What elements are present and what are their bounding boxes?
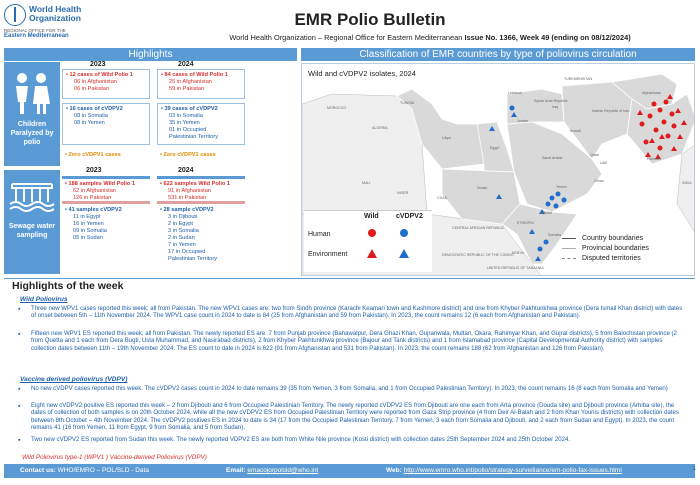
legend-cvdpv2-env-marker (399, 249, 409, 258)
env-cvdpv2-2024-line: 3 in Djibouti (168, 214, 198, 220)
map-country-label: DEMOCRATIC REPUBLIC OF THE CONGO (442, 253, 514, 257)
map-country-label: Iraq (552, 105, 559, 109)
env-cvdpv2-2024-cell (157, 205, 245, 271)
week-highlights-title: Highlights of the week (4, 278, 695, 293)
map-country-label: Libya (442, 136, 451, 140)
boundary-provincial-label: Provincial boundaries (582, 245, 649, 252)
map-country-label: Egypt (490, 146, 500, 150)
page-number: 1 (692, 466, 696, 472)
cvdpv1-2023-text: • Zero cVDPV1 cases (65, 152, 147, 159)
vdpv-paragraph-3 (18, 437, 688, 444)
who-logo (4, 4, 114, 46)
env-wpv1-2024-line: 91 in Afghanistan (168, 188, 211, 194)
year-2024-label-env: 2024 (178, 167, 194, 174)
children-paralyzed-box (4, 62, 60, 166)
boundary-disputed-label: Disputed territories (582, 255, 641, 262)
env-cvdpv2-2023-cell (62, 205, 150, 243)
map-country-label: KENYA (512, 251, 524, 255)
cvdpv2-2024-line: 35 in Yemen (169, 120, 200, 126)
web-label: Web: (386, 467, 402, 474)
cvdpv2-2024-line: 03 in Somalia (169, 113, 203, 119)
cvdpv2-2023-line: 08 in Yemen (74, 120, 105, 126)
env-cvdpv2-2023-line: 05 in Sudan (73, 235, 103, 241)
contact-label: Contact us: (20, 467, 56, 474)
map-country-label: Pakistan (647, 157, 661, 161)
cvdpv1-2024-text: • Zero cVDPV1 cases (160, 152, 242, 159)
map-panel-header: Classification of EMR countries by type of poliovirus circulation (301, 48, 695, 61)
page-title: EMR Polio Bulletin (294, 10, 446, 29)
env-cvdpv2-2023-head: • 41 samples cVDPV2 (65, 207, 147, 214)
wild-paragraph-2 (18, 331, 688, 353)
wpv1-2023-line: 06 in Pakistan (74, 86, 110, 92)
env-wpv1-2024-head: • 622 samples Wild Polio 1 (160, 181, 242, 188)
env-cvdpv2-2024-line: 2 in Sudan (168, 235, 195, 241)
abbreviations-footnote: Wild Poliovirus type-1 (WPV1 ) Vaccine-derived Poliovirus (VDPV) (22, 454, 207, 461)
subtitle-prefix: World Health Organization – Regional Office for Eastern Mediterranean (229, 33, 463, 42)
env-cvdpv2-2024-line: 17 in Occupied (168, 249, 206, 255)
year-2023-label: 2023 (90, 61, 106, 68)
wild-poliovirus-heading: Wild Poliovirus (20, 296, 68, 303)
sewage-sampling-box (4, 170, 60, 274)
map-country-label: Djibouti (540, 211, 552, 215)
water-sampling-icon (4, 176, 60, 216)
bulletin-header (0, 0, 700, 46)
env-cvdpv2-2024-line: Palestinian Territory (168, 256, 218, 262)
map-country-label: Lebanon (508, 91, 522, 95)
logo-office-prefix: REGIONAL OFFICE FOR THE (4, 28, 66, 33)
wpv1-2023-head: • 12 cases of Wild Polio 1 (66, 72, 146, 79)
legend-wild-env-marker (367, 249, 377, 258)
subtitle-issue: Issue No. 1366, Week 49 (ending on 08/12/2024) (464, 33, 631, 42)
map-country-label: MALI (362, 181, 371, 185)
map-country-label: MOROCCO (327, 106, 347, 110)
legend-cvdpv2-human-marker (400, 229, 408, 237)
env-cvdpv2-2023-line: 11 in Egypt (73, 214, 101, 220)
cvdpv1-2023-cell (62, 150, 150, 163)
map-legend (304, 210, 432, 272)
who-emblem-icon (4, 4, 26, 26)
map-country-label: TUNISIA (400, 101, 415, 105)
wpv1-2024-cell (157, 69, 245, 99)
logo-office (4, 28, 114, 39)
bullet-icon: ▪ (18, 386, 21, 393)
map-country-label: Sudan (477, 186, 488, 190)
boundary-country-label: Country boundaries (582, 235, 644, 242)
footer-bar (4, 464, 695, 478)
env-cvdpv2-2024-line: 7 in Yemen (168, 242, 196, 248)
map-country-label: Yemen (556, 185, 568, 189)
env-cvdpv2-2024-head: • 28 sample cVDPV2 (160, 207, 242, 214)
highlights-header: Highlights (4, 48, 297, 61)
map-country-label: UNITED REPUBLIC OF TANZANIA (487, 266, 544, 270)
year-2023-label-env: 2023 (86, 167, 102, 174)
vdpv-paragraph-3-text: Two new cVDPV2 ES reported from Sudan this week. The newly reported VDPV2 ES are both from White Nile province (Kosti district) with collection dates 25th September 2024 and 25th October 2024. (31, 437, 571, 443)
map-country-label: INDIA (682, 181, 692, 185)
page-subtitle (160, 33, 700, 42)
logo-office-region: Eastern Mediterranean (4, 33, 69, 39)
legend-cvdpv2-header: cVDPV2 (396, 213, 423, 220)
env-cvdpv2-2023-line: 16 in Yemen (73, 221, 104, 227)
wpv1-2024-line: 59 in Pakistan (169, 86, 205, 92)
vdpv-paragraph-2-text: Eight new cVDPV2 positive ES reported this week – 2 from Djibouti and 6 from Occupied Palestinian Territory. The newly reported cVDPV2 ES from Djibouti are one each from Arta province (Douda site) and Djibouti province (Arhiba site), the dates of collection of both samples is on 20th October 2024, while all the new cVDPV2 ES from Occupied Palestinian Territory were reported from Gaza Strip province (4 from Deir Al-Balah and 2 from Khan Younis districts) with collection dates between 8th October – 4th November 2024. The cVDPV2 positives ES in 2024 to date is 34 (17 from the Occupied Palestinian Territory, 7 from Yemen, 3 each from Somalia and Djibouti, and 2 each from Sudan and Egypt). In 2023, the count remains 41 (16 from Yemen, 11 from Egypt, 9 from Somalia, and 5 from Sudan). (31, 403, 679, 432)
map-country-label: Syrian Arab Republic (534, 99, 568, 103)
footer-web (386, 464, 622, 478)
cvdpv2-2024-cell (157, 103, 245, 145)
env-wpv1-2024-cell (157, 179, 245, 201)
map-country-label: Qatar (590, 153, 599, 157)
cvdpv1-2024-cell (157, 150, 245, 163)
footer-contact (20, 464, 149, 478)
map-country-label: Kuwait (570, 129, 581, 133)
vdpv-paragraph-1 (18, 386, 688, 393)
legend-wild-header: Wild (364, 213, 379, 220)
children-icon (4, 64, 60, 120)
map-country-label: NIGER (397, 191, 409, 195)
wpv1-2023-line: 06 in Afghanistan (74, 79, 117, 85)
map-country-label: Islamic Republic of Iran (592, 109, 630, 113)
cvdpv2-2024-line: 01 in Occupied (169, 127, 207, 133)
email-label: Email: (226, 467, 246, 474)
children-paralyzed-label: Children Paralyzed by polio (10, 121, 54, 146)
legend-environment-label: Environment (308, 251, 348, 258)
map-country-label: Oman (594, 179, 604, 183)
bullet-icon: ▪ (18, 306, 21, 313)
env-wpv1-2023-cell (62, 179, 150, 201)
map-country-label: Afghanistan (642, 91, 661, 95)
contact-value: WHO/EMRO – POL/SLD - Data (57, 467, 149, 474)
bullet-icon: ▪ (18, 437, 21, 444)
map-country-label: ALGERIA (372, 126, 388, 130)
poliovirus-map (301, 63, 695, 276)
map-country-label: Saudi Arabia (542, 156, 563, 160)
disputed-boundary-line (562, 258, 576, 259)
divider (157, 201, 245, 204)
map-title: Wild and cVDPV2 isolates, 2024 (308, 69, 416, 78)
sewage-sampling-label: Sewage water sampling (8, 223, 56, 239)
env-cvdpv2-2024-line: 2 in Egypt (168, 221, 193, 227)
env-wpv1-2023-line: 62 in Afghanistan (73, 188, 116, 194)
map-country-label: TURKMENISTAN (564, 77, 593, 81)
cvdpv2-2024-head: • 39 cases of cVDPV2 (161, 106, 241, 113)
country-boundary-line (562, 238, 576, 239)
wild-paragraph-1-text: Three new WPV1 cases reported this week; all from Pakistan. The new WPV1 cases are: two from Sindh province (Karachi Keamari town and Kashmore district) and one from Khyber Pakhtunkhwa province (Dera Ismail Khan district) with dates of onset between 5th – 11th November 2024. The WPV1 case count in 2024 to date is 84 (25 from Afghanistan and 59 from Pakistan). In 2023, the count remains 12 (6 each from Afghanistan and Pakistan). (31, 306, 683, 320)
cvdpv2-2023-head: • 16 cases of cVDPV2 (66, 106, 146, 113)
year-2024-label: 2024 (178, 61, 194, 68)
wpv1-2023-cell (62, 69, 150, 99)
map-country-label: ETHIOPIA (517, 221, 534, 225)
cvdpv2-2023-line: 08 in Somalia (74, 113, 108, 119)
footer-email (226, 464, 318, 478)
map-country-label: UAE (600, 161, 608, 165)
env-cvdpv2-2024-line: 3 in Somalia (168, 228, 199, 234)
vdpv-paragraph-2 (18, 403, 688, 433)
cvdpv2-2024-line: Palestinian Territory (169, 134, 219, 140)
env-cvdpv2-2023-line: 09 in Somalia (73, 228, 107, 234)
legend-wild-human-marker (368, 229, 376, 237)
map-country-label: Somalia (548, 233, 561, 237)
env-wpv1-2024-line: 531 in Pakistan (168, 195, 207, 201)
email-link[interactable]: emacojorpolsld@who.int (247, 467, 319, 474)
provincial-boundary-line (562, 248, 576, 249)
divider (62, 201, 150, 204)
bullet-icon: ▪ (18, 403, 21, 410)
bullet-icon: ▪ (18, 331, 21, 338)
map-country-label: CENTRAL AFRICAN REPUBLIC (452, 226, 505, 230)
wild-paragraph-1 (18, 306, 688, 321)
map-country-label: Jordan (517, 119, 528, 123)
wpv1-2024-line: 25 in Afghanistan (169, 79, 212, 85)
vdpv-heading: Vaccine derived poliovirus (VDPV) (20, 376, 128, 383)
web-link[interactable]: http://www.emro.who.int/polio/strategy-surveillance/em-polio-fax-issues.html (403, 467, 622, 474)
legend-human-label: Human (308, 231, 331, 238)
map-country-label: CHAD (437, 196, 448, 200)
wild-paragraph-2-text: Fifteen new WPV1 ES reported this week; all from Pakistan. The newly reported ES are: 7 from Punjab province (Bahawalpur, Dera Ghazi Khan, Gujranwala, Multan, Okara, Rahimyar Khan, and Gujrat districts), 5 from Balochistan province (2 from Quetta and 1 each from Dera Bugti, Usta Muhammad, and Nasirabad districts), 2 from Khyber Pakhtunkhwa province (Bajour and Tank districts) and 1 from Islamabad province (Capital Developmental Authority district) with samples collection dates between 11th – 19th November 2024. The ES count to date in 2024 is 622 (91 from Afghanistan and 531 from Pakistan). In 2023, the count remains 188 (62 from Afghanistan and 126 from Pakistan). (31, 331, 677, 352)
env-wpv1-2023-line: 126 in Pakistan (73, 195, 112, 201)
wpv1-2024-head: • 84 cases of Wild Polio 1 (161, 72, 241, 79)
vdpv-paragraph-1-text: No new cVDPV cases reported this week. The cVDPV2 cases count in 2024 to date remains 39 (35 from Yemen, 3 from Somalia, and 1 from Occupied Palestinian Territory). In 2023, the count remains 16 (8 each from Somalia and Yemen) (31, 386, 668, 392)
logo-name: World Health Organization (29, 4, 82, 23)
boundaries-legend (562, 234, 649, 264)
env-wpv1-2023-head: • 188 samples Wild Polio 1 (65, 181, 147, 188)
cvdpv2-2023-cell (62, 103, 150, 145)
